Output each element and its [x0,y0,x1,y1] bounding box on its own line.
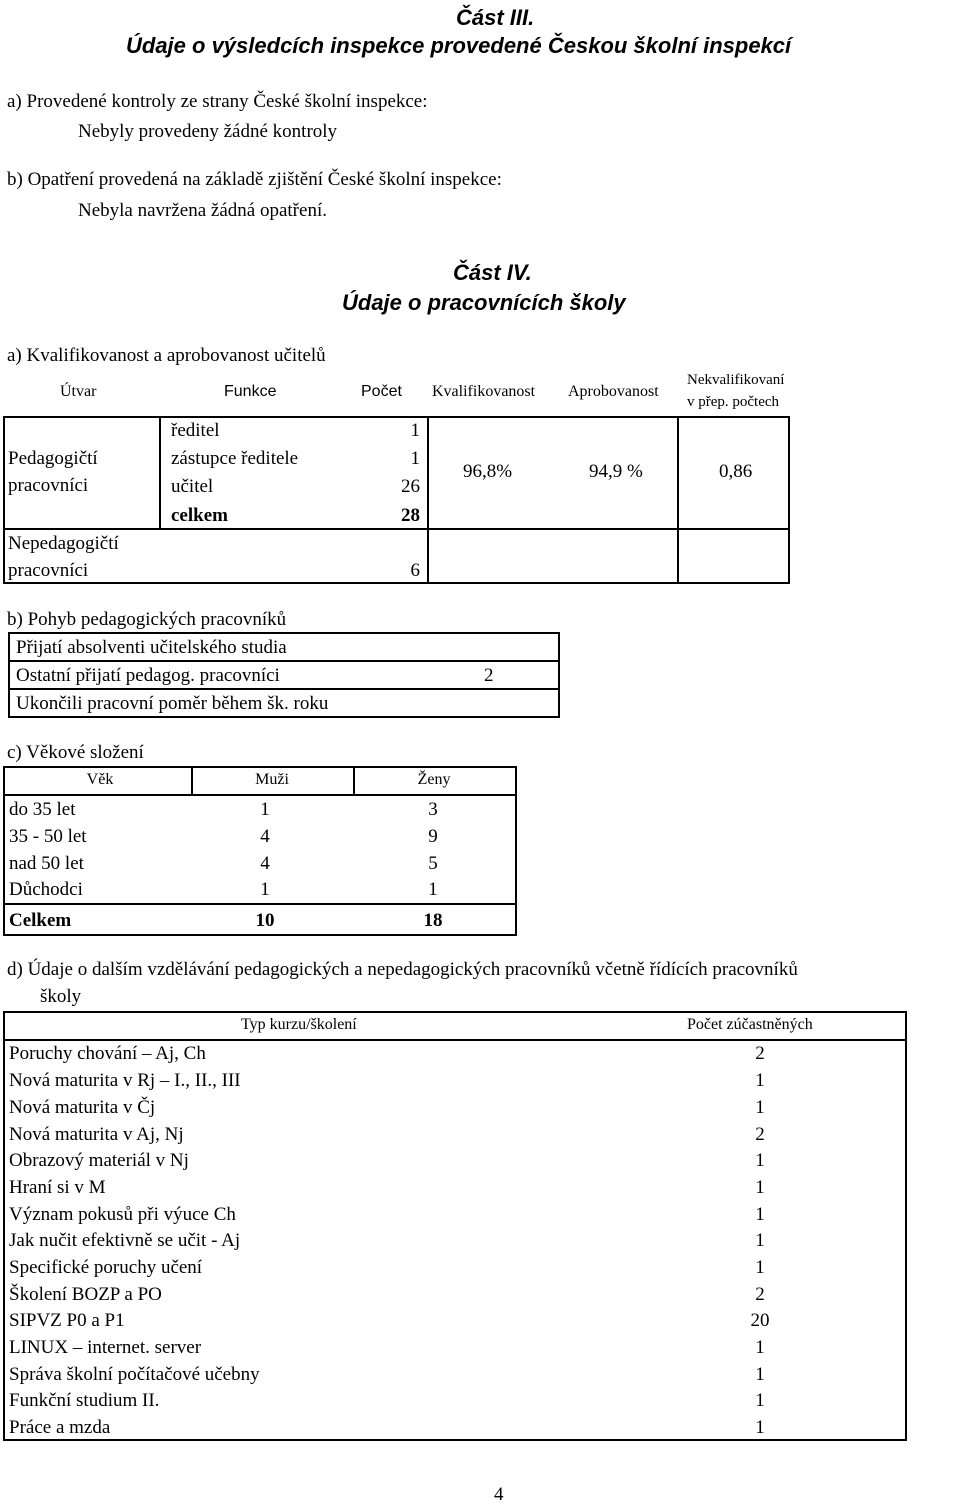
row-pocet-celkem: 28 [401,505,420,526]
age-row-muzi: 1 [260,879,270,900]
row-funkce-zastupce: zástupce ředitele [171,448,299,469]
course-name: Jak nučit efektivně se učit - Aj [9,1230,241,1251]
row-pocet-ucitel: 26 [401,476,420,497]
header-utvar: Útvar [60,383,97,400]
course-count: 1 [755,1230,765,1251]
part3-subtitle: Údaje o výsledcích inspekce provedené Českou školní inspekcí [126,33,792,58]
section-d-label-line2: školy [40,986,82,1007]
row-pocet-zastupce: 1 [410,448,420,469]
age-header-divider [353,766,355,796]
neped-pocet: 6 [410,560,420,581]
value-kvalifikovanost: 96,8% [463,461,513,482]
page-number: 4 [494,1484,504,1505]
section-c-label: c) Věkové složení [7,742,144,763]
course-count: 2 [755,1124,765,1145]
movement-label-ukoncili: Ukončili pracovní poměr během šk. roku [16,693,329,714]
header-aprobovanost: Aprobovanost [568,383,659,400]
header-nekval-line2: v přep. počtech [687,394,780,410]
age-row-vek: 35 - 50 let [9,826,87,847]
age-row-vek: nad 50 let [9,853,84,874]
value-nekvalifikovani: 0,86 [719,461,753,482]
course-name: Školení BOZP a PO [9,1284,162,1305]
age-row-vek: Důchodci [9,879,83,900]
course-count: 2 [755,1284,765,1305]
course-count: 2 [755,1043,765,1064]
course-count: 1 [755,1364,765,1385]
row-pocet-reditel: 1 [410,420,420,441]
cell-neped-kval [427,528,679,584]
neped-label-line2: pracovníci [8,560,89,581]
course-count: 1 [755,1257,765,1278]
section-a-label: a) Kvalifikovanost a aprobovanost učitelů [7,345,326,366]
course-count: 1 [755,1177,765,1198]
header-kvalifikovanost: Kvalifikovanost [432,383,536,400]
cell-ped-utvar [3,416,161,530]
age-total-zeny: 18 [423,910,443,931]
course-name: LINUX – internet. server [9,1337,202,1358]
age-header-vek: Věk [86,771,114,788]
part3-title: Část III. [456,5,535,30]
age-total-vek: Celkem [9,910,72,931]
course-count: 1 [755,1070,765,1091]
age-total-muzi: 10 [255,910,275,931]
part3-a-text: Nebyly provedeny žádné kontroly [78,121,338,142]
age-row-zeny: 9 [428,826,438,847]
age-row-muzi: 1 [260,799,270,820]
course-name: Hraní si v M [9,1177,106,1198]
age-row-vek: do 35 let [9,799,76,820]
part4-title: Část IV. [453,260,532,285]
part3-b-label: b) Opatření provedená na základě zjištění České školní inspekce: [7,169,502,190]
age-header-muzi: Muži [255,771,289,788]
movement-row-divider [8,660,560,662]
course-count: 1 [755,1097,765,1118]
header-nekval-line1: Nekvalifikovaní [687,372,785,388]
section-b-label: b) Pohyb pedagogických pracovníků [7,609,287,630]
age-header-zeny: Ženy [417,771,451,788]
age-row-zeny: 5 [428,853,438,874]
part3-a-label: a) Provedené kontroly ze strany České školní inspekce: [7,91,428,112]
movement-value-ostatni: 2 [484,665,494,686]
ped-label-line1: Pedagogičtí [8,448,98,469]
course-count: 1 [755,1417,765,1438]
age-row-zeny: 3 [428,799,438,820]
age-header-divider [191,766,193,796]
course-name: Správa školní počítačové učebny [9,1364,260,1385]
course-count: 1 [755,1390,765,1411]
course-name: Obrazový materiál v Nj [9,1150,189,1171]
cell-neped-nekval [677,528,790,584]
course-name: Nová maturita v Aj, Nj [9,1124,184,1145]
value-aprobovanost: 94,9 % [589,461,643,482]
course-name: Význam pokusů při výuce Ch [9,1204,236,1225]
part4-subtitle: Údaje o pracovnících školy [342,290,626,315]
course-name: Práce a mzda [9,1417,111,1438]
course-name: Nová maturita v Čj [9,1097,156,1118]
course-name: Nová maturita v Rj – I., II., III [9,1070,241,1091]
neped-label-line1: Nepedagogičtí [8,533,119,554]
header-funkce: Funkce [224,383,277,400]
age-row-muzi: 4 [260,826,270,847]
course-name: SIPVZ P0 a P1 [9,1310,125,1331]
section-d-label-line1: d) Údaje o dalším vzdělávání pedagogických a nepedagogických pracovníků včetně řídících pracovníků [7,959,798,980]
courses-header-kurz: Typ kurzu/školení [241,1016,357,1033]
course-count: 1 [755,1150,765,1171]
course-name: Funkční studium II. [9,1390,160,1411]
row-funkce-celkem: celkem [171,505,228,526]
course-name: Specifické poruchy učení [9,1257,203,1278]
part3-b-text: Nebyla navržena žádná opatření. [78,200,327,221]
row-funkce-reditel: ředitel [171,420,220,441]
movement-label-absolventi: Přijatí absolventi učitelského studia [16,637,287,658]
age-row-muzi: 4 [260,853,270,874]
course-count: 1 [755,1337,765,1358]
movement-label-ostatni: Ostatní přijatí pedagog. pracovníci [16,665,280,686]
course-count: 20 [750,1310,770,1331]
ped-label-line2: pracovníci [8,475,89,496]
courses-header-pocet: Počet zúčastněných [687,1016,813,1033]
course-name: Poruchy chování – Aj, Ch [9,1043,206,1064]
movement-row-divider [8,688,560,690]
row-funkce-ucitel: učitel [171,476,214,497]
course-count: 1 [755,1204,765,1225]
age-row-zeny: 1 [428,879,438,900]
age-total-divider [3,903,517,905]
header-pocet: Počet [361,383,402,400]
